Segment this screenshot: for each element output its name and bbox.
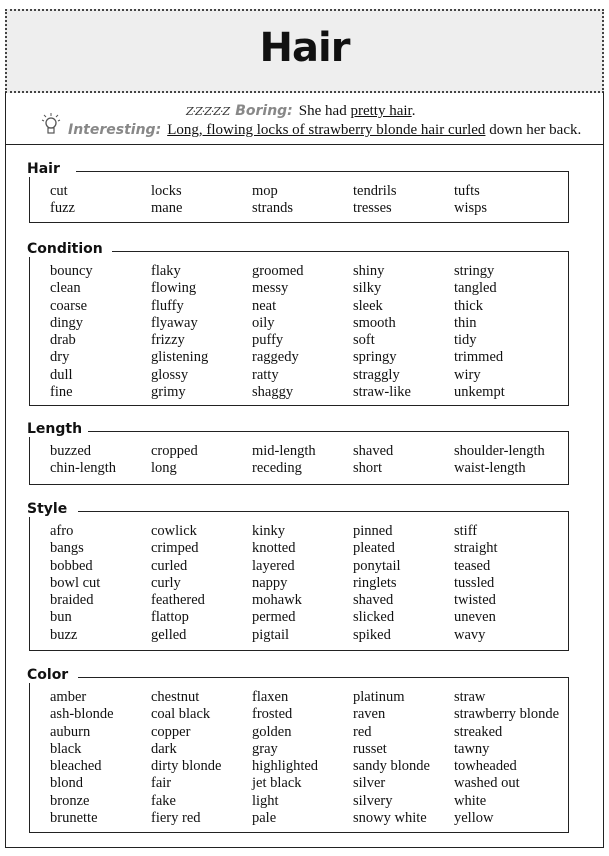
word: bobbed [50, 557, 93, 574]
word: auburn [50, 723, 91, 740]
word: coal black [151, 706, 211, 723]
word: russet [353, 740, 387, 757]
word: waist-length [454, 460, 526, 477]
interesting-label: Interesting: [68, 122, 162, 138]
word-column [353, 689, 453, 827]
word: messy [252, 280, 289, 297]
word: twisted [454, 592, 496, 609]
word: pale [252, 810, 277, 827]
section-heading: Style [27, 501, 71, 517]
word: brunette [50, 810, 98, 827]
section-heading: Condition [27, 241, 107, 257]
word: short [353, 460, 382, 477]
word: silky [353, 280, 382, 297]
word: strawberry blonde [454, 706, 560, 723]
word: fiery red [151, 810, 201, 827]
word: yellow [454, 810, 494, 827]
word: ratty [252, 366, 279, 383]
word: tufts [454, 183, 480, 199]
word: silvery [353, 792, 393, 809]
section-hair [27, 161, 569, 223]
word: thin [454, 314, 477, 331]
word: strands [252, 200, 294, 217]
word-column [353, 523, 453, 644]
word: kinky [252, 523, 286, 539]
section-rule [112, 251, 569, 252]
word-column [353, 443, 453, 478]
word: highlighted [252, 758, 319, 775]
word: dark [151, 740, 177, 757]
word: cropped [151, 443, 198, 459]
word: braided [50, 592, 94, 609]
word: layered [252, 557, 295, 574]
word: mop [252, 183, 278, 199]
section-condition [27, 241, 569, 406]
word: bangs [50, 540, 84, 557]
word: jet black [252, 775, 302, 792]
word: feathered [151, 592, 205, 609]
word: flaky [151, 263, 181, 279]
word: teased [454, 557, 491, 574]
word-column [454, 263, 554, 401]
word: snowy white [353, 810, 427, 827]
word: mane [151, 200, 183, 217]
word: black [50, 740, 82, 757]
word: red [353, 723, 372, 740]
word: bleached [50, 758, 102, 775]
section-length [27, 421, 569, 485]
word: fuzz [50, 200, 75, 217]
word: soft [353, 332, 375, 349]
word-column [353, 183, 453, 218]
word-column [151, 689, 251, 827]
word: coarse [50, 297, 88, 314]
word: nappy [252, 574, 288, 591]
word: tawny [454, 740, 490, 757]
word: straight [454, 540, 498, 557]
word: drab [50, 332, 76, 349]
word: copper [151, 723, 191, 740]
word: unkempt [454, 384, 505, 401]
word-column [454, 523, 554, 644]
word: pigtail [252, 626, 290, 643]
section-rule [78, 677, 569, 678]
word: white [454, 792, 487, 809]
zzz-icon: Z·Z·Z·Z·Z [186, 105, 230, 118]
word: shiny [353, 263, 385, 279]
word: washed out [454, 775, 520, 792]
word: raggedy [252, 349, 299, 366]
interesting-example: Interesting: Long, flowing locks of strawberry blonde hair curled down her back. [68, 122, 582, 138]
word-column [151, 523, 251, 644]
word: permed [252, 609, 296, 626]
word: knotted [252, 540, 296, 557]
word-column [252, 523, 352, 644]
word: cowlick [151, 523, 197, 539]
word: bun [50, 609, 72, 626]
word-column [50, 689, 150, 827]
word-column [50, 263, 150, 401]
word: tangled [454, 280, 497, 297]
word: spiked [353, 626, 391, 643]
word: ponytail [353, 557, 401, 574]
word: tidy [454, 332, 477, 349]
word: buzzed [50, 443, 92, 459]
word: flowing [151, 280, 197, 297]
page-title: Hair [259, 25, 350, 71]
word: bronze [50, 792, 90, 809]
word-column [50, 443, 150, 478]
boring-example: Z·Z·Z·Z·Z Boring: She had pretty hair. [186, 103, 416, 119]
word: glistening [151, 349, 209, 366]
word: frosted [252, 706, 293, 723]
word: buzz [50, 626, 78, 643]
word: fake [151, 792, 176, 809]
word: locks [151, 183, 182, 199]
word-column [454, 689, 560, 827]
section-color [27, 667, 569, 833]
word: ringlets [353, 574, 397, 591]
word: shaved [353, 592, 394, 609]
word: raven [353, 706, 386, 723]
word: straw-like [353, 384, 411, 401]
word: clean [50, 280, 81, 297]
word: curly [151, 574, 181, 591]
section-heading: Color [27, 667, 72, 683]
word: straggly [353, 366, 400, 383]
section-rule [76, 171, 569, 172]
word-column [50, 523, 150, 644]
word: straw [454, 689, 486, 705]
section-heading: Hair [27, 161, 64, 177]
word: streaked [454, 723, 503, 740]
word: sandy blonde [353, 758, 430, 775]
section-rule [78, 511, 569, 512]
word: mid-length [252, 443, 316, 459]
word: tendrils [353, 183, 397, 199]
word: stringy [454, 263, 495, 279]
word-column [454, 183, 554, 218]
word: receding [252, 460, 302, 477]
word: afro [50, 523, 74, 539]
word: pinned [353, 523, 393, 539]
word: fine [50, 384, 73, 401]
word: groomed [252, 263, 304, 279]
word: oily [252, 314, 275, 331]
word: fluffy [151, 297, 184, 314]
word: chin-length [50, 460, 117, 477]
word: springy [353, 349, 397, 366]
example-sentences [6, 92, 603, 145]
word: dull [50, 366, 73, 383]
word: smooth [353, 314, 396, 331]
word-column [252, 443, 352, 478]
word: stiff [454, 523, 478, 539]
word: wavy [454, 626, 486, 643]
word: tresses [353, 200, 392, 217]
word: neat [252, 297, 277, 314]
word: wisps [454, 200, 488, 217]
word-column [252, 183, 352, 218]
word: bowl cut [50, 574, 101, 591]
word: puffy [252, 332, 284, 349]
word: silver [353, 775, 386, 792]
word: sleek [353, 297, 383, 314]
word: curled [151, 557, 188, 574]
word: wiry [454, 366, 481, 383]
word: mohawk [252, 592, 302, 609]
word-column [252, 263, 352, 401]
word: long [151, 460, 177, 477]
word: tussled [454, 574, 495, 591]
word: glossy [151, 366, 189, 383]
lightbulb-icon [40, 112, 62, 138]
title-banner [5, 9, 604, 93]
word: blond [50, 775, 84, 792]
word: dingy [50, 314, 84, 331]
word: uneven [454, 609, 496, 626]
word-column [252, 689, 352, 827]
word: flyaway [151, 314, 198, 331]
word: gelled [151, 626, 187, 643]
word-column [151, 183, 251, 218]
boring-label: Boring: [235, 103, 293, 119]
word: platinum [353, 689, 405, 705]
word: chestnut [151, 689, 200, 705]
section-style [27, 501, 569, 651]
word: crimped [151, 540, 199, 557]
word: slicked [353, 609, 395, 626]
word: shaggy [252, 384, 294, 401]
word: trimmed [454, 349, 504, 366]
word: flaxen [252, 689, 289, 705]
word: flattop [151, 609, 189, 626]
word: grimy [151, 384, 186, 401]
word: towheaded [454, 758, 517, 775]
word: bouncy [50, 263, 93, 279]
word: fair [151, 775, 172, 792]
word: amber [50, 689, 87, 705]
section-heading: Length [27, 421, 86, 437]
word: thick [454, 297, 483, 314]
section-rule [88, 431, 569, 432]
word-column [151, 443, 251, 478]
word: frizzy [151, 332, 185, 349]
word: dirty blonde [151, 758, 222, 775]
word-column [151, 263, 251, 401]
word: cut [50, 183, 68, 199]
word: golden [252, 723, 292, 740]
word: gray [252, 740, 278, 757]
word: shoulder-length [454, 443, 545, 459]
word: dry [50, 349, 70, 366]
word-column [50, 183, 150, 218]
word: ash-blonde [50, 706, 114, 723]
word: light [252, 792, 279, 809]
word-column [353, 263, 453, 401]
word: pleated [353, 540, 395, 557]
word: shaved [353, 443, 394, 459]
word-column [454, 443, 554, 478]
